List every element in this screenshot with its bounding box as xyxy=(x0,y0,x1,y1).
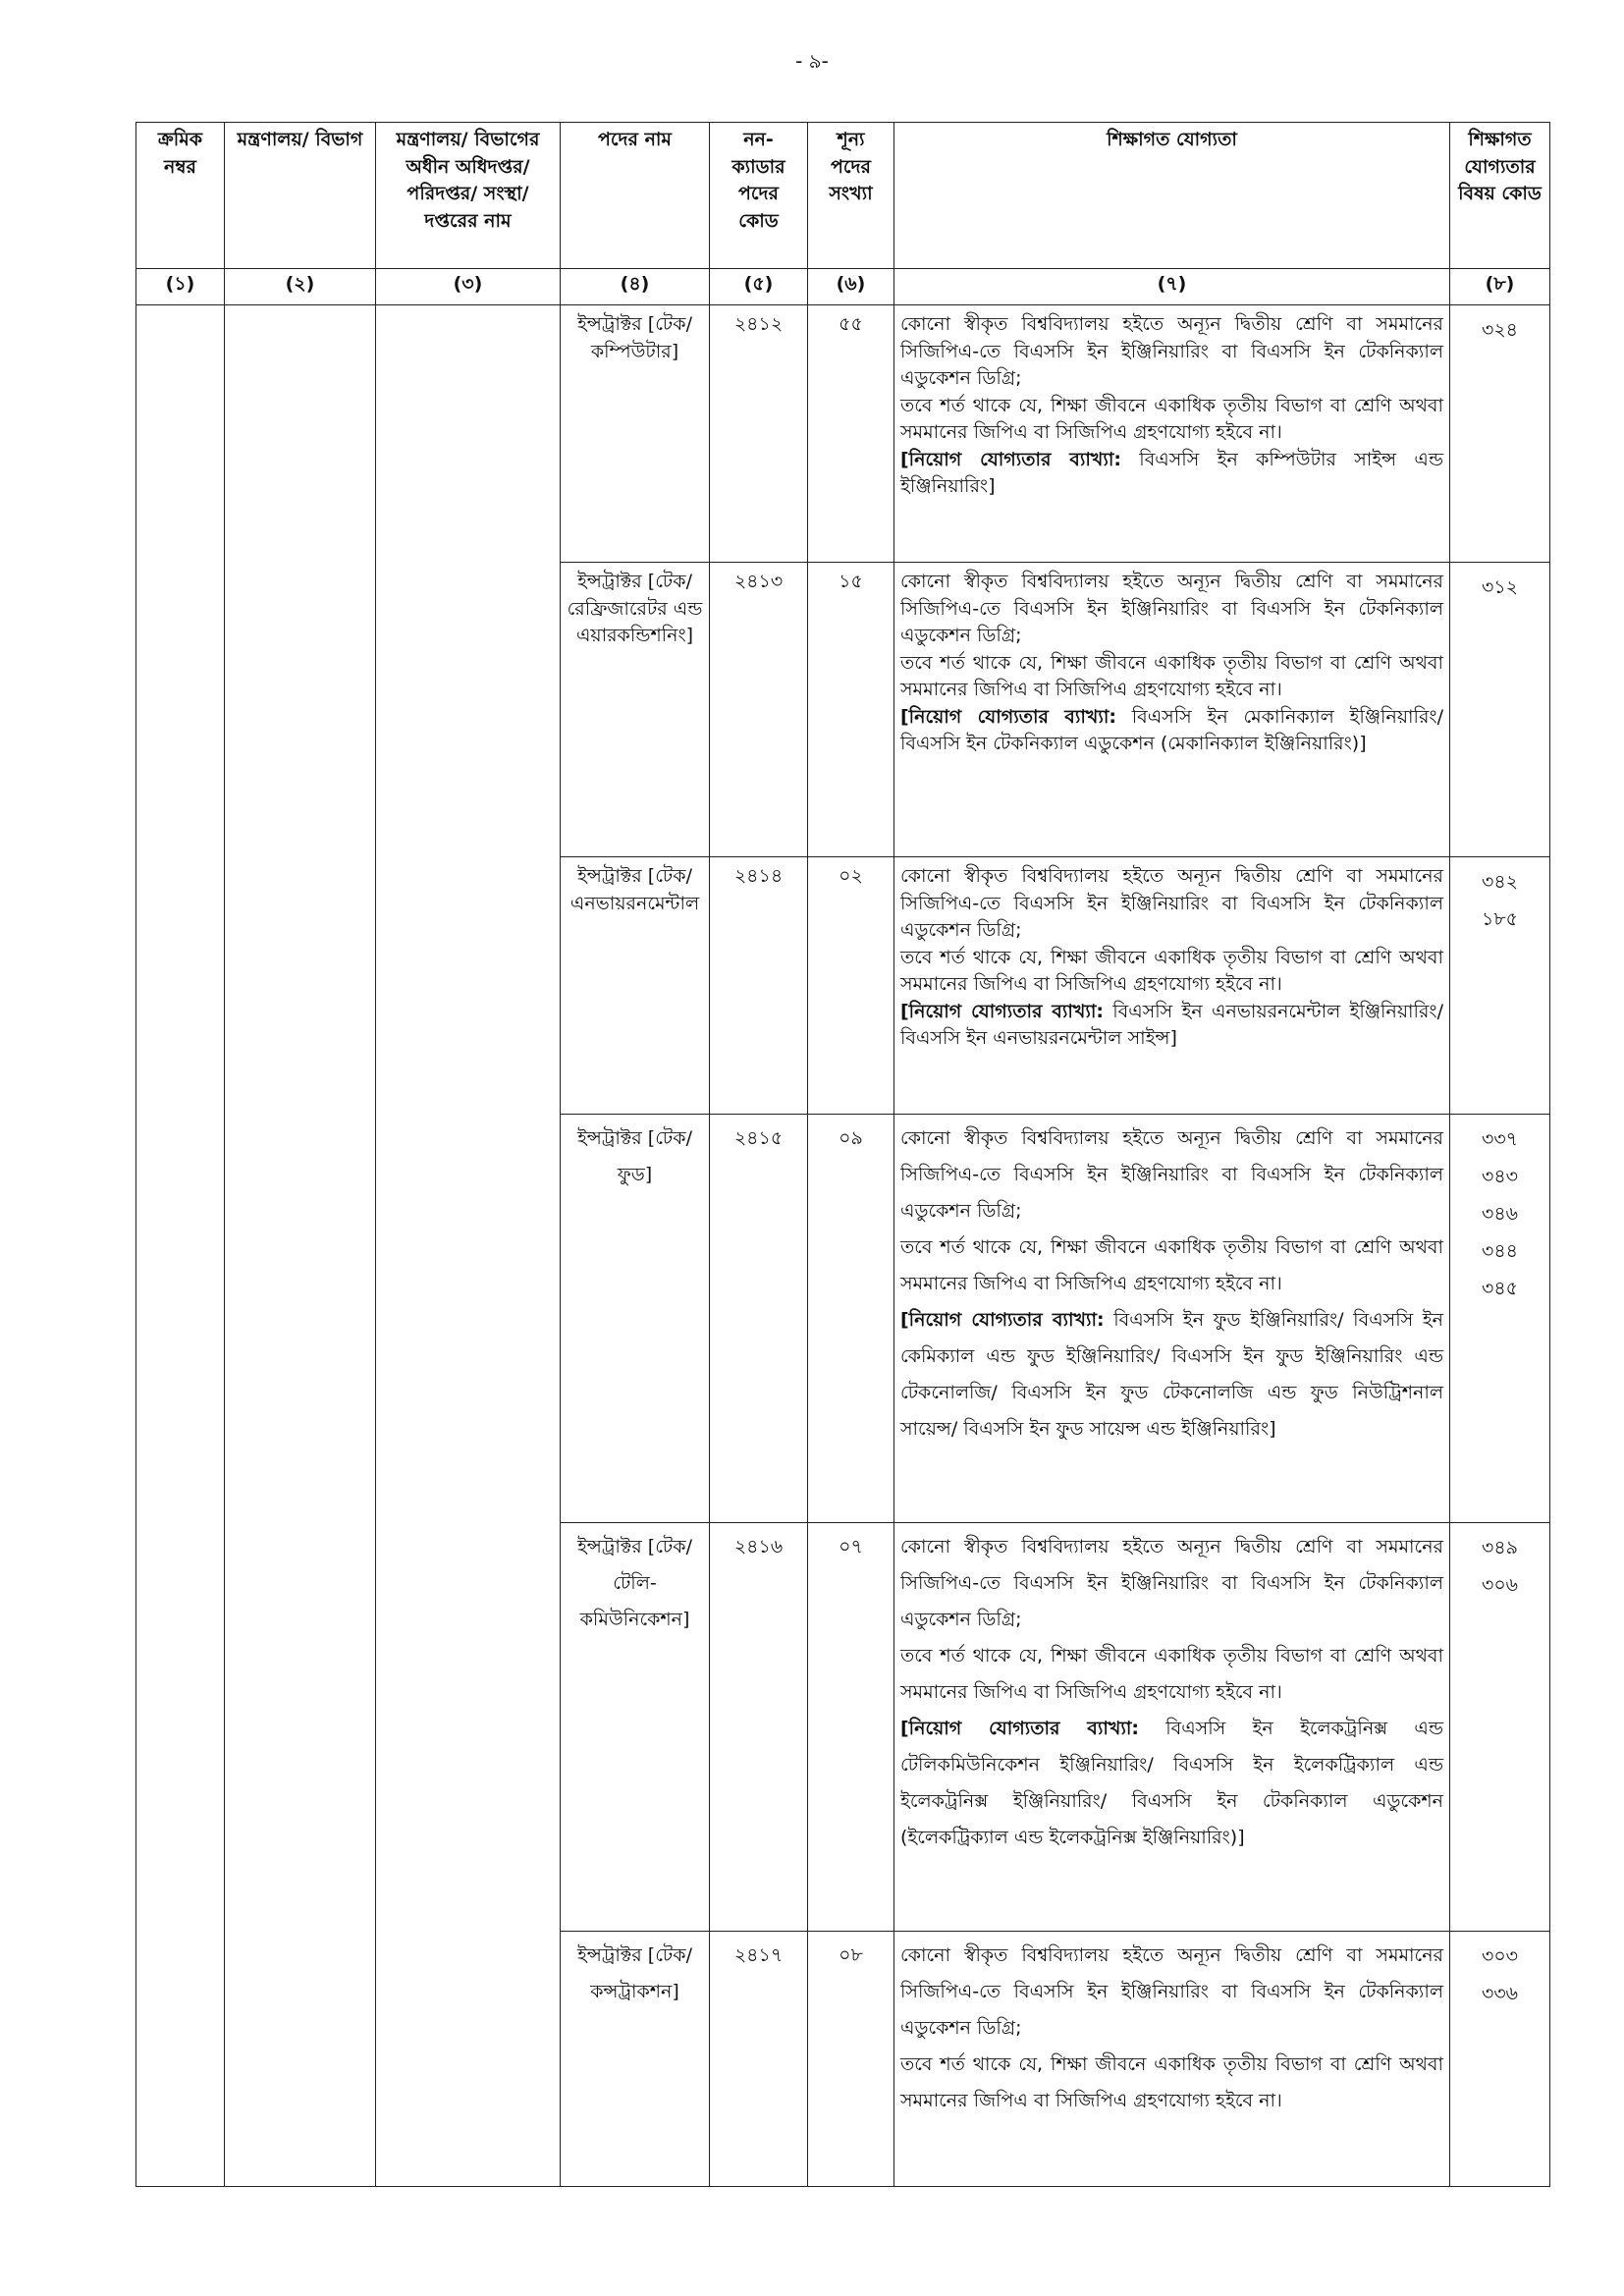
explanation-text: বিএসসি ইন ফুড ইঞ্জিনিয়ারিং/ বিএসসি ইন কেমিক্যাল এন্ড ফুড ইঞ্জিনিয়ারিং/ বিএসসি ইন ফুড ইঞ্জিনিয়ারিং এন্ড টেকনোলজি/ বিএসসি ইন ফুড টেকনোলজি এন্ড ফুড নিউট্রিশনাল সায়েন্স/ বিএসসি ইন ফুড সায়েন্স এন্ড ইঞ্জিনিয়ারিং] xyxy=(900,1309,1443,1441)
vacancy-count: ০৯ xyxy=(808,1115,894,1523)
explanation-label: [নিয়োগ যোগ্যতার ব্যাখ্যা: xyxy=(900,705,1116,728)
subject-code: ৩৪২ xyxy=(1481,871,1519,893)
recruitment-table xyxy=(135,122,1550,2187)
qualification-text: কোনো স্বীকৃত বিশ্ববিদ্যালয় হইতে অন্যূন দ্বিতীয় শ্রেণি বা সমমানের সিজিপিএ-তে বিএসসি ইন ইঞ্জিনিয়ারিং বা বিএসসি ইন টেকনিক্যাল এডুকেশন ডিগ্রি; xyxy=(900,1127,1443,1223)
explanation-label: [নিয়োগ যোগ্যতার ব্যাখ্যা: xyxy=(900,1718,1139,1740)
header-subject-code: শিক্ষাগত যোগ্যতার বিষয় কোড xyxy=(1450,123,1550,269)
qualification-cell xyxy=(894,305,1450,563)
subject-code: ৩১২ xyxy=(1481,576,1519,598)
subject-code: ১৮৫ xyxy=(1482,908,1518,930)
qualification-cell xyxy=(894,1523,1450,1932)
explanation xyxy=(900,999,1443,1053)
subject-codes xyxy=(1450,1523,1550,1932)
qualification-text: কোনো স্বীকৃত বিশ্ববিদ্যালয় হইতে অন্যূন দ্বিতীয় শ্রেণি বা সমমানের সিজিপিএ-তে বিএসসি ইন ইঞ্জিনিয়ারিং বা বিএসসি ইন টেকনিক্যাল এডুকেশন ডিগ্রি; xyxy=(900,1944,1443,2040)
condition-text: তবে শর্ত থাকে যে, শিক্ষা জীবনে একাধিক তৃতীয় বিভাগ বা শ্রেণি অথবা সমমানের জিপিএ বা সিজিপিএ গ্রহণযোগ্য হইবে না। xyxy=(900,651,1443,701)
condition-text: তবে শর্ত থাকে যে, শিক্ষা জীবনে একাধিক তৃতীয় বিভাগ বা শ্রেণি অথবা সমমানের জিপিএ বা সিজিপিএ গ্রহণযোগ্য হইবে না। xyxy=(900,394,1443,444)
subject-codes xyxy=(1450,563,1550,857)
post-code: ২৪১৩ xyxy=(710,563,808,857)
explanation xyxy=(900,704,1443,758)
column-number: (৫) xyxy=(710,269,808,305)
column-number: (৮) xyxy=(1450,269,1550,305)
post-code: ২৪১৭ xyxy=(710,1932,808,2187)
post-name: ইন্সট্রাক্টর [টেক/ফুড] xyxy=(561,1115,710,1523)
explanation-text: বিএসসি ইন ইলেকট্রনিক্স এন্ড টেলিকমিউনিকেশন ইঞ্জিনিয়ারিং/ বিএসসি ইন ইলেকট্রিক্যাল এন্ড ইলেকট্রনিক্স ইঞ্জিনিয়ারিং/ বিএসসি ইন টেকনিক্যাল এডুকেশন (ইলেকট্রিক্যাল এন্ড ইলেকট্রনিক্স ইঞ্জিনিয়ারিং)] xyxy=(900,1718,1444,1849)
explanation xyxy=(900,1302,1443,1448)
column-number: (৩) xyxy=(376,269,561,305)
header-post-code: নন- ক্যাডার পদের কোড xyxy=(710,123,808,269)
subject-code: ৩২৪ xyxy=(1481,319,1519,341)
vacancy-count: ১৫ xyxy=(808,563,894,857)
qualification-cell xyxy=(894,857,1450,1115)
directorate-cell xyxy=(376,305,561,2187)
qualification-cell xyxy=(894,1932,1450,2187)
header-row xyxy=(136,123,1550,269)
subject-code: ৩৪৫ xyxy=(1481,1278,1518,1299)
explanation xyxy=(900,1711,1443,1856)
condition-text: তবে শর্ত থাকে যে, শিক্ষা জীবনে একাধিক তৃতীয় বিভাগ বা শ্রেণি অথবা সমমানের জিপিএ বা সিজিপিএ গ্রহণযোগ্য হইবে না। xyxy=(900,2053,1443,2112)
post-code: ২৪১৪ xyxy=(710,857,808,1115)
column-number: (২) xyxy=(225,269,376,305)
qualification-cell xyxy=(894,1115,1450,1523)
subject-codes xyxy=(1450,857,1550,1115)
subject-codes xyxy=(1450,1115,1550,1523)
condition-text: তবে শর্ত থাকে যে, শিক্ষা জীবনে একাধিক তৃতীয় বিভাগ বা শ্রেণি অথবা সমমানের জিপিএ বা সিজিপিএ গ্রহণযোগ্য হইবে না। xyxy=(900,1645,1443,1704)
header-directorate: মন্ত্রণালয়/ বিভাগের অধীন অধিদপ্তর/ পরিদপ্তর/ সংস্থা/ দপ্তরের নাম xyxy=(376,123,561,269)
explanation-label: [নিয়োগ যোগ্যতার ব্যাখ্যা: xyxy=(900,448,1121,470)
condition-text: তবে শর্ত থাকে যে, শিক্ষা জীবনে একাধিক তৃতীয় বিভাগ বা শ্রেণি অথবা সমমানের জিপিএ বা সিজিপিএ গ্রহণযোগ্য হইবে না। xyxy=(900,946,1443,996)
column-number: (৪) xyxy=(561,269,710,305)
qualification-text: কোনো স্বীকৃত বিশ্ববিদ্যালয় হইতে অন্যূন দ্বিতীয় শ্রেণি বা সমমানের সিজিপিএ-তে বিএসসি ইন ইঞ্জিনিয়ারিং বা বিএসসি ইন টেকনিক্যাল এডুকেশন ডিগ্রি; xyxy=(900,1536,1443,1631)
column-number: (৬) xyxy=(808,269,894,305)
table-row xyxy=(136,305,1550,563)
subject-code: ৩৪৪ xyxy=(1481,1240,1518,1262)
subject-code: ৩০৬ xyxy=(1481,1574,1519,1596)
post-code: ২৪১২ xyxy=(710,305,808,563)
vacancy-count: ০৭ xyxy=(808,1523,894,1932)
column-number: (৭) xyxy=(894,269,1450,305)
explanation-text: বিএসসি ইন মেকানিক্যাল ইঞ্জিনিয়ারিং/ বিএসসি ইন টেকনিক্যাল এডুকেশন (মেকানিক্যাল ইঞ্জিনিয়ারিং)] xyxy=(900,705,1444,755)
explanation-label: [নিয়োগ যোগ্যতার ব্যাখ্যা: xyxy=(900,1000,1104,1022)
serial-cell xyxy=(136,305,225,2187)
header-qualification: শিক্ষাগত যোগ্যতা xyxy=(894,123,1450,269)
post-name: ইন্সট্রাক্টর [টেক/ কন্সট্রাকশন] xyxy=(561,1932,710,2187)
post-name: ইন্সট্রাক্টর [টেক/ কম্পিউটার] xyxy=(561,305,710,563)
vacancy-count: ৫৫ xyxy=(808,305,894,563)
post-name: ইন্সট্রাক্টর [টেক/টেলি- কমিউনিকেশন] xyxy=(561,1523,710,1932)
ministry-cell xyxy=(225,305,376,2187)
qualification-cell xyxy=(894,563,1450,857)
header-vacancy: শূন্য পদের সংখ্যা xyxy=(808,123,894,269)
post-code: ২৪১৬ xyxy=(710,1523,808,1932)
subject-code: ৩৩৭ xyxy=(1481,1128,1519,1150)
subject-code: ৩৪৬ xyxy=(1481,1203,1519,1225)
subject-codes xyxy=(1450,1932,1550,2187)
page-number: - ৯- xyxy=(795,49,829,73)
subject-code: ৩৪৯ xyxy=(1481,1537,1518,1558)
header-post-name: পদের নাম xyxy=(561,123,710,269)
subject-code: ৩০৩ xyxy=(1481,1945,1519,1967)
explanation-label: [নিয়োগ যোগ্যতার ব্যাখ্যা: xyxy=(900,1309,1105,1332)
column-number-row xyxy=(136,269,1550,305)
post-name: ইন্সট্রাক্টর [টেক/ রেফ্রিজারেটর এন্ড এয়ারকন্ডিশনিং] xyxy=(561,563,710,857)
subject-code: ৩৩৬ xyxy=(1481,1983,1519,2004)
qualification-text: কোনো স্বীকৃত বিশ্ববিদ্যালয় হইতে অন্যূন দ্বিতীয় শ্রেণি বা সমমানের সিজিপিএ-তে বিএসসি ইন ইঞ্জিনিয়ারিং বা বিএসসি ইন টেকনিক্যাল এডুকেশন ডিগ্রি; xyxy=(900,313,1443,390)
header-serial: ক্রমিক নম্বর xyxy=(136,123,225,269)
vacancy-count: ০৮ xyxy=(808,1932,894,2187)
column-number: (১) xyxy=(136,269,225,305)
explanation-text: বিএসসি ইন কম্পিউটার সাইন্স এন্ড ইঞ্জিনিয়ারিং] xyxy=(900,448,1444,498)
subject-code: ৩৪৩ xyxy=(1481,1166,1519,1187)
explanation-text: বিএসসি ইন এনভায়রনমেন্টাল ইঞ্জিনিয়ারিং/ বিএসসি ইন এনভায়রনমেন্টাল সাইন্স] xyxy=(900,1000,1443,1050)
qualification-text: কোনো স্বীকৃত বিশ্ববিদ্যালয় হইতে অন্যূন দ্বিতীয় শ্রেণি বা সমমানের সিজিপিএ-তে বিএসসি ইন ইঞ্জিনিয়ারিং বা বিএসসি ইন টেকনিক্যাল এডুকেশন ডিগ্রি; xyxy=(900,571,1443,647)
post-name: ইন্সট্রাক্টর [টেক/ এনভায়রনমেন্টাল xyxy=(561,857,710,1115)
header-ministry: মন্ত্রণালয়/ বিভাগ xyxy=(225,123,376,269)
condition-text: তবে শর্ত থাকে যে, শিক্ষা জীবনে একাধিক তৃতীয় বিভাগ বা শ্রেণি অথবা সমমানের জিপিএ বা সিজিপিএ গ্রহণযোগ্য হইবে না। xyxy=(900,1236,1443,1295)
qualification-text: কোনো স্বীকৃত বিশ্ববিদ্যালয় হইতে অন্যূন দ্বিতীয় শ্রেণি বা সমমানের সিজিপিএ-তে বিএসসি ইন ইঞ্জিনিয়ারিং বা বিএসসি ইন টেকনিক্যাল এডুকেশন ডিগ্রি; xyxy=(900,865,1443,942)
post-code: ২৪১৫ xyxy=(710,1115,808,1523)
subject-codes xyxy=(1450,305,1550,563)
vacancy-count: ০২ xyxy=(808,857,894,1115)
explanation xyxy=(900,447,1443,501)
